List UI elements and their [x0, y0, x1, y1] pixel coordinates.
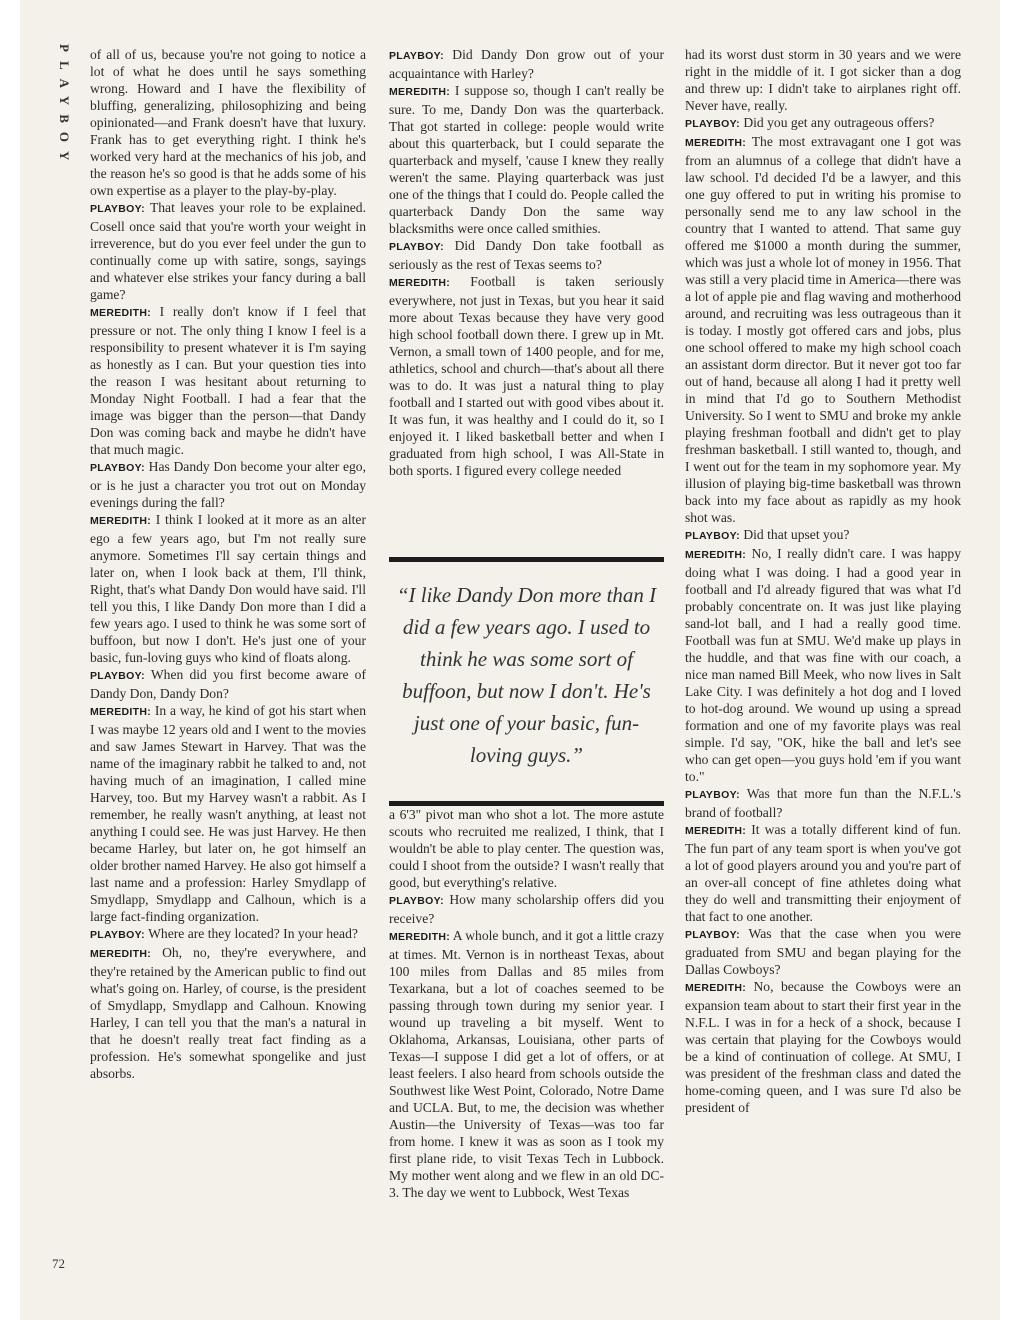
paragraph-text: A whole bunch, and it got a little crazy at times. Mt. Vernon is in northeast Texas, about 100 miles from Dallas and 85 miles from Texarkana, but a lot of coaches seemed to be passing through town during my senior year. I wound up traveling a bit myself. Went to Oklahoma, Arkansas, Louisiana, other parts of Texas—I suppose I did get a lot of offers, or at least feelers. I also heard from schools outside the Southwest like West Point, Colorado, Notre Dame and UCLA. But, to me, the decision was whether Austin—the University of Texas—was too far from home. I knew it was as soon as I took my first plane ride, to visit Texas Tech in Lubbock. My mother went along and we flew in an old DC-3. The day we went to Lubbock, West Texas: [389, 928, 664, 1200]
speaker-label: PLAYBOY:: [685, 530, 740, 542]
speaker-label: MEREDITH:: [685, 549, 747, 561]
paragraph: [90, 944, 366, 1082]
section-label-text: PLAYBOY: [57, 44, 72, 170]
paragraph: [389, 806, 664, 891]
paragraph: [90, 199, 366, 303]
speaker-label: PLAYBOY:: [90, 670, 145, 682]
paragraph: [685, 545, 961, 785]
speaker-label: PLAYBOY:: [685, 118, 740, 130]
paragraph-text: Did that upset you?: [743, 527, 850, 542]
paragraph: [90, 46, 366, 199]
speaker-label: PLAYBOY:: [389, 241, 444, 253]
pull-quote-top-rule: [389, 557, 664, 562]
page-number: 72: [52, 1256, 65, 1271]
paragraph-text: Did Dandy Don take football as seriously as the rest of Texas seems to?: [389, 238, 665, 272]
paragraph-text: How many scholarship offers did you receive?: [389, 892, 664, 926]
speaker-label: MEREDITH:: [389, 277, 451, 289]
speaker-label: MEREDITH:: [90, 948, 152, 960]
speaker-label: PLAYBOY:: [685, 929, 740, 941]
paragraph-text: Was that the case when you were graduated from SMU and began playing for the Dallas Cowboys?: [685, 926, 961, 977]
paragraph: [389, 927, 664, 1201]
paragraph-text: In a way, he kind of got his start when I was maybe 12 years old and I went to the movies and saw James Stewart in Harvey. That was the name of the imaginary rabbit he talked to and, not having much of an imagination, I called mine Harvey, too. But my Harvey wasn't a rabbit. As I remember, he really wasn't anything, at least not anything I could see. He was just Harvey. He then became Harley, but later on, he got himself an older brother named Harvey. He also got himself a last name and a profession: Harley Smydlapp of Smydlapp, Smydlapp and Calhoun, which is a large fact-finding organization.: [90, 703, 366, 924]
paragraph-text: It was a totally different kind of fun. The fun part of any team sport is when you've got a lot of good players around you and you're part of an over-all concept of fine athletes doing what they do well and transmitting their enjoyment of that fact to one another.: [685, 822, 961, 924]
paragraph: [389, 891, 664, 927]
paragraph-text: Where are they located? In your head?: [148, 926, 358, 941]
speaker-label: PLAYBOY:: [90, 203, 145, 215]
column-2-bottom: [389, 806, 664, 1201]
paragraph: [685, 526, 961, 545]
paragraph-text: of all of us, because you're not going to notice a lot of what he does until he says something wrong. Howard and I have the flexibility of bluffing, generalizing, philosophizing and being opinionated—and Frank doesn't have that luxury. Frank has to get everything right. I think he's worked very hard at the mechanics of his job, and the reason he's so good is that he adds some of his own expertise as a player to the play-by-play.: [90, 47, 366, 198]
paragraph-text: I think I looked at it more as an alter ego a few years ago, but I'm not really sure anymore. Sometimes I'll say certain things and later on, when I look back at them, I'll think, Right, that's what Dandy Don would have said. I'll tell you this, I like Dandy Don more than I did a few years ago. I used to think he was some sort of buffoon, but now I don't. He's just one of your basic, fun-loving guys who kind of floats along.: [90, 512, 366, 665]
paragraph: [389, 273, 664, 479]
section-label: [57, 44, 74, 194]
paragraph-text: had its worst dust storm in 30 years and we were right in the middle of it. I got sicker than a dog and threw up: I didn't take to airplanes right off. Never have, really.: [685, 47, 961, 113]
paragraph: [90, 511, 366, 666]
column-1: [90, 46, 366, 1082]
paragraph-text: No, I really didn't care. I was happy doing what I was doing. I had a good year in football and I'd already figured that was what I'd probably concentrate on. It was just like playing sand-lot ball, and I had a really good time. Football was fun at SMU. We'd make up plays in the huddle, and that was fine with our coach, a nice man named Bill Meek, who now lives in Salt Lake City. I was definitely a hot dog and I loved to hot-dog around. We wound up using a spread formation and one of my favorite plays was real simple. I'd say, "OK, hike the ball and let's see who can get open—you guys hold 'em if you want to.": [685, 546, 961, 784]
speaker-label: PLAYBOY:: [389, 50, 444, 62]
paragraph-text: I really don't know if I feel that pressure or not. The only thing I know I feel is a responsibility to present whatever it is I'm saying as honestly as I can. But your question ties into the reason I was hesitant about returning to Monday Night Football. I had a fear that the image was bigger than the person—that Dandy Don was coming back and maybe he didn't have that much magic.: [90, 304, 366, 457]
paragraph-text: The most extravagant one I got was from an alumnus of a college that didn't have a law school. I'd decided I'd be a lawyer, and this one guy offered to put in writing his promise to personally send me to any law school in the country that I wanted to attend. That same guy offered me $1000 a month during the summer, which was just a whole lot of money in 1956. That was still a very placid time in America—there was a lot of apple pie and flag waving and motherhood around, and recruiting was less outrageous than it is today. I mostly got offered cars and jobs, plus one school offered to make my high school coach an assistant dorm director. But it never got too far out of hand, because all along I had it pretty well in mind that I'd go to Southern Methodist University. So I went to SMU and broke my ankle playing freshman football and didn't get to play freshman basketball. I still wanted to, though, and I went out for the team in my sophomore year. My illusion of playing big-time basketball was thrown back into my face about as rapidly as my hook shot was.: [685, 134, 962, 525]
paragraph-text: When did you first become aware of Dandy Don, Dandy Don?: [90, 667, 366, 701]
paragraph-text: No, because the Cowboys were an expansion team about to start their first year in the N.F.L. I was in for a heck of a shock, because I was certain that playing for the Cowboys would be a kind of continuation of college. At SMU, I was president of the freshman class and dated the home-coming queen, and I was sure I'd also be president of: [685, 979, 961, 1115]
paragraph: [685, 114, 961, 133]
speaker-label: MEREDITH:: [685, 137, 747, 149]
paragraph-text: Did you get any outrageous offers?: [743, 115, 935, 130]
speaker-label: MEREDITH:: [90, 515, 152, 527]
speaker-label: PLAYBOY:: [90, 462, 145, 474]
paragraph-text: Oh, no, they're everywhere, and they're retained by the American public to find out what's going on. Harley, of course, is the president of Smydlapp, Smydlapp and Calhoun. Knowing Harley, I can tell you that the man's a natural in that he doesn't really treat fact finding as a profession. He's somewhat spongelike and just absorbs.: [90, 945, 366, 1081]
speaker-label: MEREDITH:: [389, 931, 451, 943]
paragraph-text: That leaves your role to be explained. Cosell once said that you're worth your weight in irreverence, but do you ever feel under the gun to continually come up with satire, songs, sayings and whatever else strikes your fancy during a ball game?: [90, 200, 367, 302]
paragraph: [90, 458, 366, 511]
pull-quote-text: “I like Dandy Don more than I did a few years ago. I used to think he was some sort of buffoon, but now I don't. He's just one of your basic, fun-loving guys.”: [396, 583, 657, 767]
paragraph: [685, 821, 961, 925]
speaker-label: MEREDITH:: [90, 706, 152, 718]
paragraph: [685, 925, 961, 978]
speaker-label: PLAYBOY:: [389, 895, 444, 907]
speaker-label: MEREDITH:: [90, 307, 152, 319]
paragraph: [685, 133, 961, 526]
pull-quote: [389, 557, 664, 807]
paragraph-text: Has Dandy Don become your alter ego, or is he just a character you trot out on Monday evenings during the fall?: [90, 459, 366, 510]
paragraph-text: Did Dandy Don grow out of your acquaintance with Harley?: [389, 47, 664, 81]
paragraph-text: a 6'3" pivot man who shot a lot. The more astute scouts who recruited me realized, I think, that I wouldn't be able to play center. The question was, could I shoot from the outside? I wasn't really that good, but everything's relative.: [389, 807, 664, 890]
paragraph-text: Was that more fun than the N.F.L.'s brand of football?: [685, 786, 961, 820]
paragraph: [389, 237, 664, 273]
speaker-label: PLAYBOY:: [685, 789, 740, 801]
paragraph-text: I suppose so, though I can't really be sure. To me, Dandy Don was the quarterback. That got started in college: people would write about this quarterback, but I could separate the quarterback and myself, 'cause I knew they really weren't the same. Playing quarterback was just one of the things that I could do. People called the quarterback Dandy Don the same way blacksmiths were once called smithies.: [389, 83, 664, 236]
paragraph: [389, 46, 664, 82]
column-2-top: [389, 46, 664, 479]
paragraph-text: Football is taken seriously everywhere, not just in Texas, but you hear it said more about Texas because they have very good high school football down there. I grew up in Mt. Vernon, a small town of 1400 people, and for me, athletics, school and church—that's about all there was to do. It was just a natural thing to play football and I started out with good vibes about it. It was fun, it was healthy and I could do it, so I enjoyed it. I liked basketball better and when I graduated from high school, I was All-State in both sports. I figured every college needed: [389, 274, 664, 478]
column-3: [685, 46, 961, 1116]
speaker-label: MEREDITH:: [389, 86, 451, 98]
paragraph: [685, 785, 961, 821]
paragraph: [90, 303, 366, 458]
speaker-label: MEREDITH:: [685, 982, 747, 994]
paragraph: [90, 666, 366, 702]
paragraph: [685, 978, 961, 1116]
speaker-label: PLAYBOY:: [90, 929, 145, 941]
paragraph: [90, 702, 366, 925]
speaker-label: MEREDITH:: [685, 825, 747, 837]
paragraph: [389, 82, 664, 237]
paragraph: [90, 925, 366, 944]
paragraph: [685, 46, 961, 114]
